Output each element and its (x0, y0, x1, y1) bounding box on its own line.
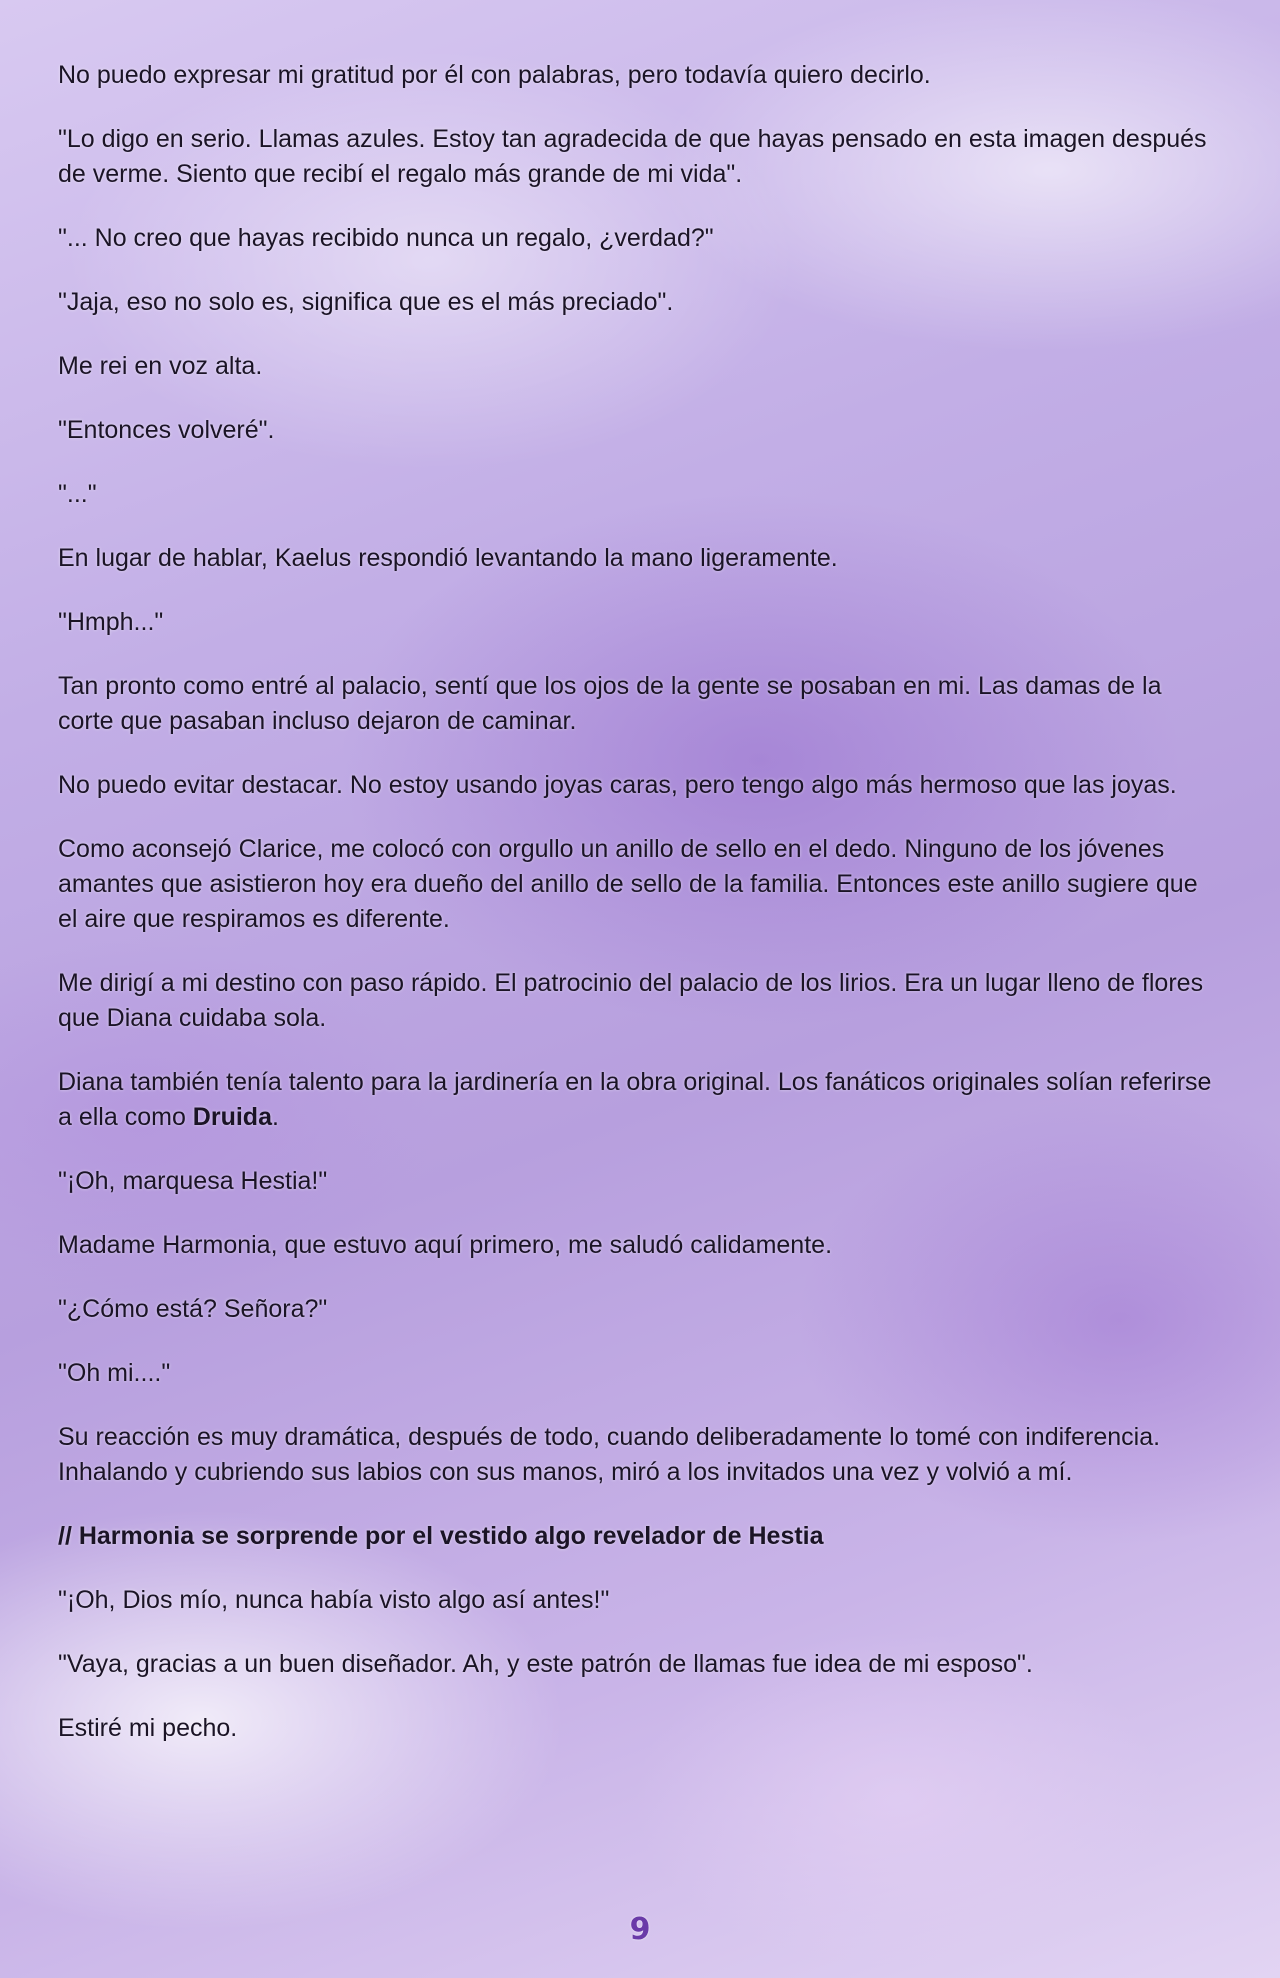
paragraph: Tan pronto como entré al palacio, sentí que los ojos de la gente se posaban en mi. Las damas de la corte que pasaban incluso dejaron de caminar. (58, 672, 1162, 735)
druida-term: Druida (192, 1103, 272, 1131)
paragraph: "Oh mi...." (58, 1359, 171, 1387)
paragraph: "..." (58, 480, 97, 508)
translator-note (58, 1519, 1220, 1554)
paragraph: "Hmph..." (58, 608, 164, 636)
paragraph: En lugar de hablar, Kaelus respondió levantando la mano ligeramente. (58, 544, 838, 572)
paragraph-text: . (271, 1103, 279, 1131)
paragraph: "Jaja, eso no solo es, significa que es el más preciado". (58, 288, 674, 316)
paragraph: Estiré mi pecho. (58, 1714, 238, 1742)
paragraph: "Entonces volveré". (58, 416, 275, 444)
paragraph: No puedo expresar mi gratitud por él con palabras, pero todavía quiero decirlo. (58, 61, 931, 89)
paragraph: "¿Cómo está? Señora?" (58, 1295, 328, 1323)
paragraph: "... No creo que hayas recibido nunca un regalo, ¿verdad?" (58, 224, 714, 252)
paragraph: Me dirigí a mi destino con paso rápido. El patrocinio del palacio de los lirios. Era un lugar lleno de flores que Diana cuidaba sola. (58, 969, 1204, 1032)
paragraph: "Vaya, gracias a un buen diseñador. Ah, y este patrón de llamas fue idea de mi esposo". (58, 1650, 1033, 1678)
paragraph: No puedo evitar destacar. No estoy usando joyas caras, pero tengo algo más hermoso que las joyas. (58, 771, 1177, 799)
paragraph: Como aconsejó Clarice, me colocó con orgullo un anillo de sello en el dedo. Ninguno de los jóvenes amantes que asistieron hoy era dueño del anillo de sello de la familia. Entonces este anillo sugiere que el aire que respiramos es diferente. (58, 835, 1198, 933)
paragraph: Me rei en voz alta. (58, 352, 263, 380)
paragraph: Madame Harmonia, que estuvo aquí primero, me saludó calidamente. (58, 1231, 833, 1259)
paragraph: Su reacción es muy dramática, después de todo, cuando deliberadamente lo tomé con indiferencia. Inhalando y cubriendo sus labios con sus manos, miró a los invitados una vez y volvió a mí. (58, 1423, 1161, 1486)
paragraph: "¡Oh, marquesa Hestia!" (58, 1167, 328, 1195)
page-number: 9 (629, 1912, 651, 1947)
chapter-text (58, 58, 1220, 1775)
note-prefix: // (58, 1522, 79, 1550)
note-text: Harmonia se sorprende por el vestido algo revelador de Hestia (78, 1522, 824, 1550)
paragraph: "¡Oh, Dios mío, nunca había visto algo así antes!" (58, 1586, 610, 1614)
paragraph: "Lo digo en serio. Llamas azules. Estoy tan agradecida de que hayas pensado en esta imagen después de verme. Siento que recibí el regalo más grande de mi vida". (58, 125, 1207, 188)
paragraph-text: Diana también tenía talento para la jardinería en la obra original. Los fanáticos originales solían referirse a ella como (58, 1068, 1212, 1131)
paragraph-druida (58, 1065, 1220, 1135)
